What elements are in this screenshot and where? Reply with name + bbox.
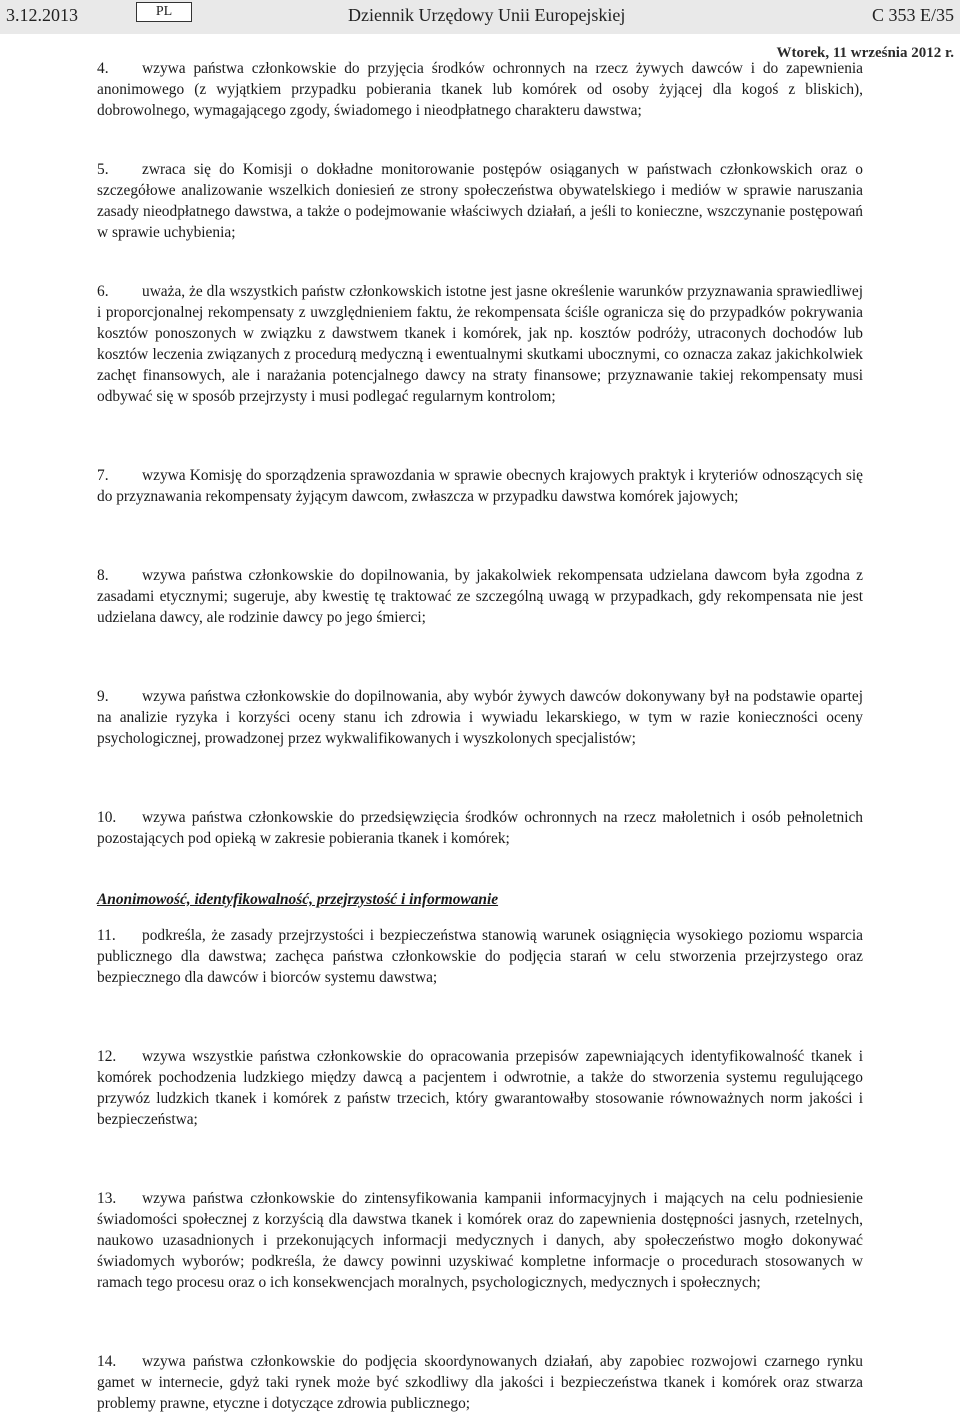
paragraph-12: [97, 1046, 863, 1130]
paragraph-number: 13.: [97, 1190, 117, 1207]
paragraph-text: wzywa państwa członkowskie do zintensyfikowania kampanii informacyjnych i mających na celu podniesienie świadomości społecznej z korzyścią dla dawstwa tkanek i komórek oraz do zapewnienia dostępności jasnych, rzetelnych, naukowo uzasadnionych i przekonujących informacji medycznych i danych, aby społeczeństwo mogło dokonywać świadomych wyborów; podkreśla, że dawcy powinni uzyskiwać kompletne informacje o procedurach stosowanych w ramach tego procesu oraz o ich konsekwencjach moralnych, psychologicznych, medycznych i społecznych;: [97, 1190, 863, 1291]
paragraph-text: wzywa wszystkie państwa członkowskie do opracowania przepisów zapewniających identyfikowalność tkanek i komórek pochodzenia ludzkiego między dawcą a pacjentem i odwrotnie, a także do stworzenia systemu regulującego przywóz ludzkich tkanek i komórek z państw trzecich, który gwarantowałby stosowanie równoważnych norm jakości i bezpieczeństwa;: [97, 1048, 863, 1128]
paragraph-number: 6.: [97, 283, 109, 300]
journal-reference: C 353 E/35: [871, 5, 954, 25]
paragraph-14: [97, 1351, 863, 1414]
paragraph-text: wzywa Komisję do sporządzenia sprawozdania w sprawie obecnych krajowych praktyk i kryteriów odnoszących się do przyznawania rekompensaty żyjącym dawcom, zwłaszcza w przypadku dawstwa komórek jajowych;: [97, 467, 863, 505]
paragraph-text: wzywa państwa członkowskie do podjęcia skoordynowanych działań, aby zapobiec rozwojowi czarnego rynku gamet w internecie, gdyż taki rynek może być szkodliwy dla jakości i bezpieczeństwa tkanek i komórek oraz stwarza problemy prawne, etyczne i dotyczące zdrowia publicznego;: [97, 1353, 863, 1412]
document-body: [97, 56, 863, 1414]
paragraph-number: 9.: [97, 688, 109, 705]
paragraph-8: [97, 565, 863, 628]
paragraph-10: [97, 807, 863, 849]
paragraph-number: 7.: [97, 467, 109, 484]
paragraph-7: [97, 465, 863, 507]
journal-header: [0, 0, 960, 34]
paragraph-text: podkreśla, że zasady przejrzystości i bezpieczeństwa stanowią warunek osiągnięcia wysokiego poziomu wsparcia publicznego dla dawstwa; zachęca państwa członkowskie do podjęcia starań w celu stworzenia przejrzystego oraz bezpiecznego dla dawców i biorców systemu dawstwa;: [97, 927, 863, 986]
paragraph-text: wzywa państwa członkowskie do przedsięwzięcia środków ochronnych na rzecz małoletnich i osób pełnoletnich pozostających pod opieką w zakresie pobierania tkanek i komórek;: [97, 809, 863, 847]
paragraph-number: 14.: [97, 1353, 117, 1370]
paragraph-number: 10.: [97, 809, 117, 826]
section-heading: Anonimowość, identyfikowalność, przejrzystość i informowanie: [97, 891, 499, 908]
sitting-date: Wtorek, 11 września 2012 r.: [776, 45, 954, 61]
paragraph-13: [97, 1188, 863, 1293]
journal-title: Dziennik Urzędowy Unii Europejskiej: [348, 5, 626, 25]
publication-date: 3.12.2013: [6, 5, 78, 25]
paragraph-text: zwraca się do Komisji o dokładne monitorowanie postępów osiąganych w państwach członkowskich oraz o szczegółowe analizowanie wszelkich doniesień ze strony społeczeństwa obywatelskiego i mediów w sprawie naruszania zasady nieodpłatnego dawstwa, a także o podejmowanie właściwych działań, a jeśli to konieczne, wszczynanie postępowań w sprawie uchybienia;: [97, 161, 863, 241]
paragraph-number: 11.: [97, 927, 116, 944]
paragraph-5: [97, 159, 863, 243]
paragraph-number: 5.: [97, 161, 109, 178]
paragraph-11: [97, 925, 863, 988]
paragraph-text: uważa, że dla wszystkich państw członkowskich istotne jest jasne określenie warunków przyznawania sprawiedliwej i proporcjonalnej rekompensaty z uwzględnieniem faktu, że rekompensata ściśle ogranicza się do przypadków pokrywania kosztów ponoszonych w związku z dawstwem tkanek i komórek, jak np. kosztów podróży, utraconych dochodów lub kosztów leczenia związanych z procedurą medyczną i ewentualnymi skutkami ubocznymi, co oznacza zakaz jakichkolwiek zachęt finansowych, ale i narażania potencjalnego dawcy na straty finansowe; przyznawanie takiej rekompensaty musi odbywać się w sposób przejrzysty i musi podlegać regularnym kontrolom;: [97, 283, 863, 405]
paragraph-6: [97, 281, 863, 407]
paragraph-number: 4.: [97, 60, 109, 77]
paragraph-number: 8.: [97, 567, 109, 584]
paragraph-9: [97, 686, 863, 749]
paragraph-text: wzywa państwa członkowskie do dopilnowania, aby wybór żywych dawców dokonywany był na podstawie opartej na analizie ryzyka i korzyści oceny stanu ich zdrowia i wywiadu lekarskiego, w tym w razie konieczności oceny psychologicznej, prowadzonej przez wykwalifikowanych i wyszkolonych specjalistów;: [97, 688, 863, 747]
paragraph-text: wzywa państwa członkowskie do przyjęcia środków ochronnych na rzecz żywych dawców i do zapewnienia anonimowego (z wyjątkiem przypadku pobierania tkanek lub komórek od osoby żyjącej dla kogoś z bliskich), dobrowolnego, wymagającego zgody, świadomego i nieodpłatnego charakteru dawstwa;: [97, 60, 863, 119]
paragraph-4: [97, 56, 863, 121]
language-badge: PL: [136, 2, 192, 22]
paragraph-text: wzywa państwa członkowskie do dopilnowania, by jakakolwiek rekompensata udzielana dawcom była zgodna z zasadami etycznymi; sugeruje, aby kwestię tę traktować ze szczególną uwagą w przypadkach, gdy rekompensata nie jest udzielana dawcy, ale rodzinie dawcy po jego śmierci;: [97, 567, 863, 626]
paragraph-number: 12.: [97, 1048, 117, 1065]
